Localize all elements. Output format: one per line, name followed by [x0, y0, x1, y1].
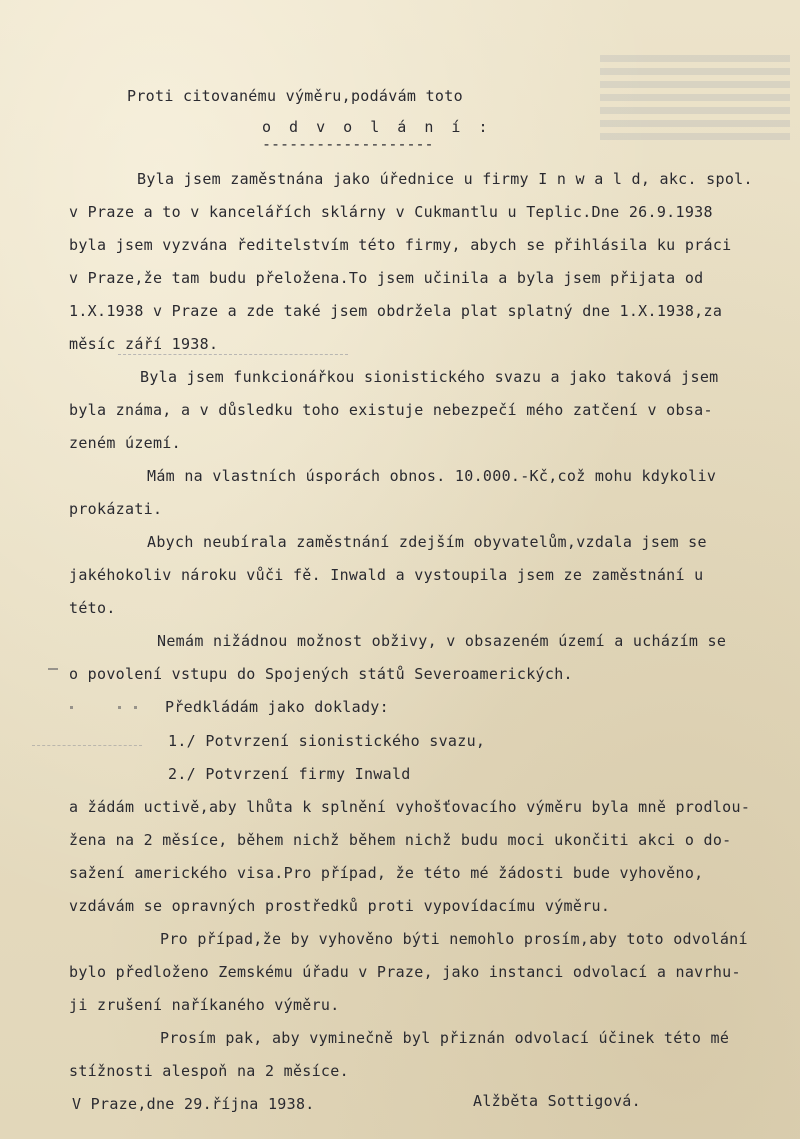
bleed-through-stamp: [600, 55, 790, 145]
body-line: a žádám uctivě,aby lhůta k splnění vyhošťovacího výměru byla mně prodlou-: [69, 798, 751, 816]
body-line: Nemám nižádnou možnost obživy, v obsazeném území a ucházím se: [157, 632, 727, 650]
body-line: ji zrušení naříkaného výměru.: [69, 996, 340, 1014]
body-line: Pro případ,že by vyhověno býti nemohlo prosím,aby toto odvolání: [160, 930, 748, 948]
body-line: Mám na vlastních úsporách obnos. 10.000.-Kč,což mohu kdykoliv: [147, 467, 717, 485]
body-line: vzdávám se opravných prostředků proti vypovídacímu výměru.: [69, 897, 611, 915]
body-line: prokázati.: [69, 500, 163, 518]
body-line: stížnosti alespoň na 2 měsíce.: [69, 1062, 349, 1080]
stray-dot-mark: [118, 706, 121, 709]
body-line: Abych neubírala zaměstnání zdejším obyvatelům,vzdala jsem se: [147, 533, 707, 551]
body-line: o povolení vstupu do Spojených států Severoamerických.: [69, 665, 573, 683]
body-line: měsíc září 1938.: [69, 335, 219, 353]
enclosure-item: 1./ Potvrzení sionistického svazu,: [168, 732, 486, 750]
signature: Alžběta Sottigová.: [473, 1092, 641, 1110]
stray-dot-mark: [134, 706, 137, 709]
document-heading: o d v o l á n í :: [262, 118, 493, 136]
body-line: jakéhokoliv nároku vůči fě. Inwald a vystoupila jsem ze zaměstnání u: [69, 566, 704, 584]
faint-dotted-rule: [118, 354, 348, 356]
body-line: byla známa, a v důsledku toho existuje nebezpečí mého zatčení v obsa-: [69, 401, 713, 419]
body-line: Byla jsem funkcionářkou sionistického svazu a jako taková jsem: [140, 368, 719, 386]
body-line: bylo předloženo Zemskému úřadu v Praze, jako instanci odvolací a navrhu-: [69, 963, 741, 981]
body-line: Prosím pak, aby vyminečně byl přiznán odvolací účinek této mé: [160, 1029, 730, 1047]
stray-dash-mark: [48, 668, 58, 670]
body-line: této.: [69, 599, 116, 617]
stray-dot-mark: [70, 706, 73, 709]
body-line: byla jsem vyzvána ředitelstvím této firmy, abych se přihlásila ku práci: [69, 236, 732, 254]
intro-line: Proti citovanému výměru,podávám toto: [127, 87, 463, 105]
body-line: 1.X.1938 v Praze a zde také jsem obdržela plat splatný dne 1.X.1938,za: [69, 302, 723, 320]
body-line: v Praze,že tam budu přeložena.To jsem učinila a byla jsem přijata od: [69, 269, 704, 287]
body-line: žena na 2 měsíce, během nichž během nichž budu moci ukončiti akci o do-: [69, 831, 732, 849]
faint-dotted-rule: [32, 745, 142, 747]
body-line: sažení amerického visa.Pro případ, že této mé žádosti bude vyhověno,: [69, 864, 704, 882]
heading-rule: -------------------: [262, 135, 434, 153]
enclosure-item: 2./ Potvrzení firmy Inwald: [168, 765, 411, 783]
body-line: zeném území.: [69, 434, 181, 452]
place-and-date: V Praze,dne 29.října 1938.: [72, 1095, 315, 1113]
body-line: Byla jsem zaměstnána jako úřednice u firmy I n w a l d, akc. spol.: [137, 170, 753, 188]
body-line: Předkládám jako doklady:: [165, 698, 389, 716]
body-line: v Praze a to v kancelářích sklárny v Cukmantlu u Teplic.Dne 26.9.1938: [69, 203, 713, 221]
